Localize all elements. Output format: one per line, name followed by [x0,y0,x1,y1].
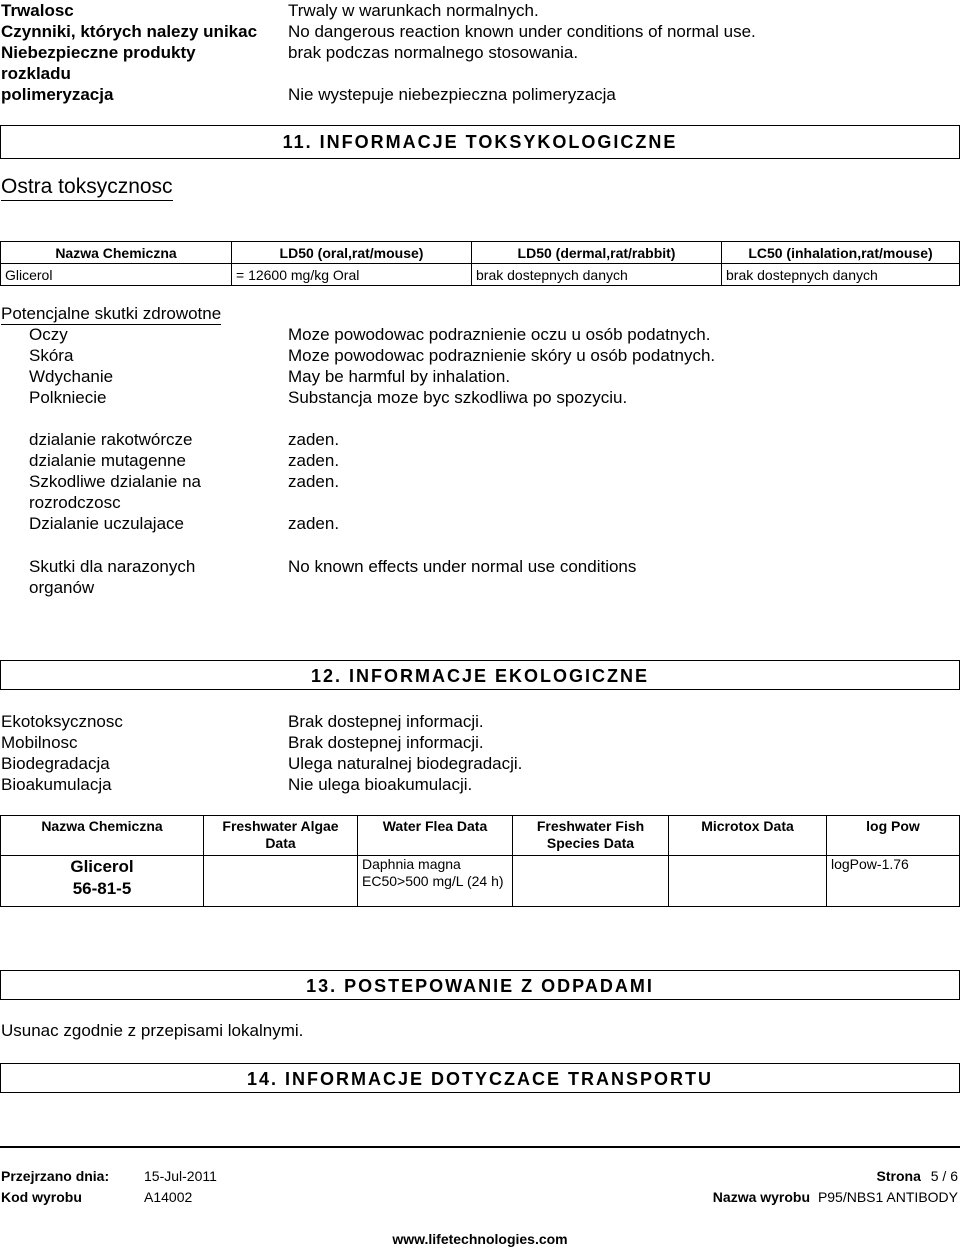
bioaccumulation-value: Nie ulega bioakumulacji. [288,775,473,794]
sensitization-value: zaden. [288,514,340,533]
footer-divider [0,1146,960,1148]
hazardous-products-value: brak podczas normalnego stosowania. [288,43,579,62]
table-cell [204,856,358,907]
eyes-label: Oczy [29,325,68,344]
section-12-header-box [0,660,960,690]
revised-label: Przejrzano dnia: [1,1168,110,1184]
stability-value: Trwaly w warunkach normalnych. [288,1,539,20]
table-header-cell: LC50 (inhalation,rat/mouse) [722,242,960,264]
mobility-label: Mobilnosc [1,733,78,752]
polymerization-value: Nie wystepuje niebezpieczna polimeryzacja [288,85,616,104]
table-cell-flea: Daphnia magna EC50>500 mg/L (24 h) [358,856,513,907]
product-name-label: Nazwa wyrobu [712,1189,811,1205]
table-cell: brak dostepnych danych [722,264,960,286]
mobility-value: Brak dostepnej informacji. [288,733,484,752]
stability-label: Trwalosc [1,1,74,20]
mutagenic-label: dzialanie mutagenne [29,451,186,470]
table-header-row [1,242,960,264]
skin-label: Skóra [29,346,74,365]
table-header-row [1,816,960,856]
section-13-header-box [0,970,960,1000]
carcinogenic-value: zaden. [288,430,340,449]
sensitization-label: Dzialanie uczulajace [29,514,184,533]
section-12-title: 12. INFORMACJE EKOLOGICZNE [310,666,650,686]
table-header-cell: LD50 (oral,rat/mouse) [232,242,472,264]
section-14-title: 14. INFORMACJE DOTYCZACE TRANSPORTU [246,1069,714,1089]
ecotoxicity-value: Brak dostepnej informacji. [288,712,484,731]
table-cell-chemical [1,856,204,907]
conditions-avoid-value: No dangerous reaction known under conditions of normal use. [288,22,756,41]
reproductive-label-cont: rozrodczosc [29,493,121,512]
eyes-value: Moze powodowac podraznienie oczu u osób podatnych. [288,325,711,344]
table-header-cell: Microtox Data [669,816,827,856]
ingestion-label: Polkniecie [29,388,107,407]
chemical-name: Glicerol [70,857,134,876]
product-code-value: A14002 [144,1189,193,1205]
table-cell: Glicerol [1,264,232,286]
table-header-cell: log Pow [827,816,960,856]
ecotoxicity-table [0,815,960,907]
ingestion-value: Substancja moze byc szkodliwa po spozyciu. [288,388,628,407]
product-name-info [713,1189,958,1205]
product-name-value: P95/NBS1 ANTIBODY [817,1189,958,1205]
chemical-cas: 56-81-5 [72,879,132,898]
table-cell: = 12600 mg/kg Oral [232,264,472,286]
toxicity-table [0,241,960,286]
table-header-cell: Nazwa Chemiczna [1,242,232,264]
biodegradation-label: Biodegradacja [1,754,110,773]
page-info [877,1168,958,1184]
acute-toxicity-title: Ostra toksycznosc [1,175,173,201]
reproductive-label: Szkodliwe dzialanie na [29,472,201,491]
section-11-title: 11. INFORMACJE TOKSYKOLOGICZNE [282,132,678,152]
product-code-label: Kod wyrobu [1,1189,82,1205]
section-13-title: 13. POSTEPOWANIE Z ODPADAMI [306,976,654,996]
reproductive-value: zaden. [288,472,340,491]
table-header-cell: LD50 (dermal,rat/rabbit) [472,242,722,264]
skin-value: Moze powodowac podraznienie skóry u osób podatnych. [288,346,716,365]
ecotoxicity-label: Ekotoksycznosc [1,712,123,731]
table-cell [669,856,827,907]
revised-value: 15-Jul-2011 [144,1168,217,1184]
disposal-text: Usunac zgodnie z przepisami lokalnymi. [1,1021,304,1040]
target-organs-label-cont: organów [29,578,95,597]
table-header-cell: Freshwater Algae Data [204,816,358,856]
biodegradation-value: Ulega naturalnej biodegradacji. [288,754,523,773]
mutagenic-value: zaden. [288,451,340,470]
target-organs-value: No known effects under normal use conditions [288,557,637,576]
table-header-cell: Nazwa Chemiczna [1,816,204,856]
carcinogenic-label: dzialanie rakotwórcze [29,430,193,449]
decomposition-label: rozkladu [1,64,71,83]
polymerization-label: polimeryzacja [1,85,114,104]
table-header-cell: Water Flea Data [358,816,513,856]
inhalation-value: May be harmful by inhalation. [288,367,511,386]
section-11-header-box [0,125,960,159]
website-link[interactable]: www.lifetechnologies.com [392,1231,568,1247]
section-14-header-box [0,1063,960,1093]
page-label: Strona [876,1168,921,1184]
page-value: 5 / 6 [930,1168,958,1184]
hazardous-products-label: Niebezpieczne produkty [1,43,196,62]
table-cell: brak dostepnych danych [472,264,722,286]
table-row [1,856,960,907]
bioaccumulation-label: Bioakumulacja [1,775,112,794]
table-cell [513,856,669,907]
table-row [1,264,960,286]
inhalation-label: Wdychanie [29,367,114,386]
table-cell-logpow: logPow-1.76 [827,856,960,907]
target-organs-label: Skutki dla narazonych [29,557,196,576]
health-effects-title: Potencjalne skutki zdrowotne [1,304,222,323]
table-header-cell: Freshwater Fish Species Data [513,816,669,856]
conditions-avoid-label: Czynniki, których nalezy unikac [1,22,258,41]
